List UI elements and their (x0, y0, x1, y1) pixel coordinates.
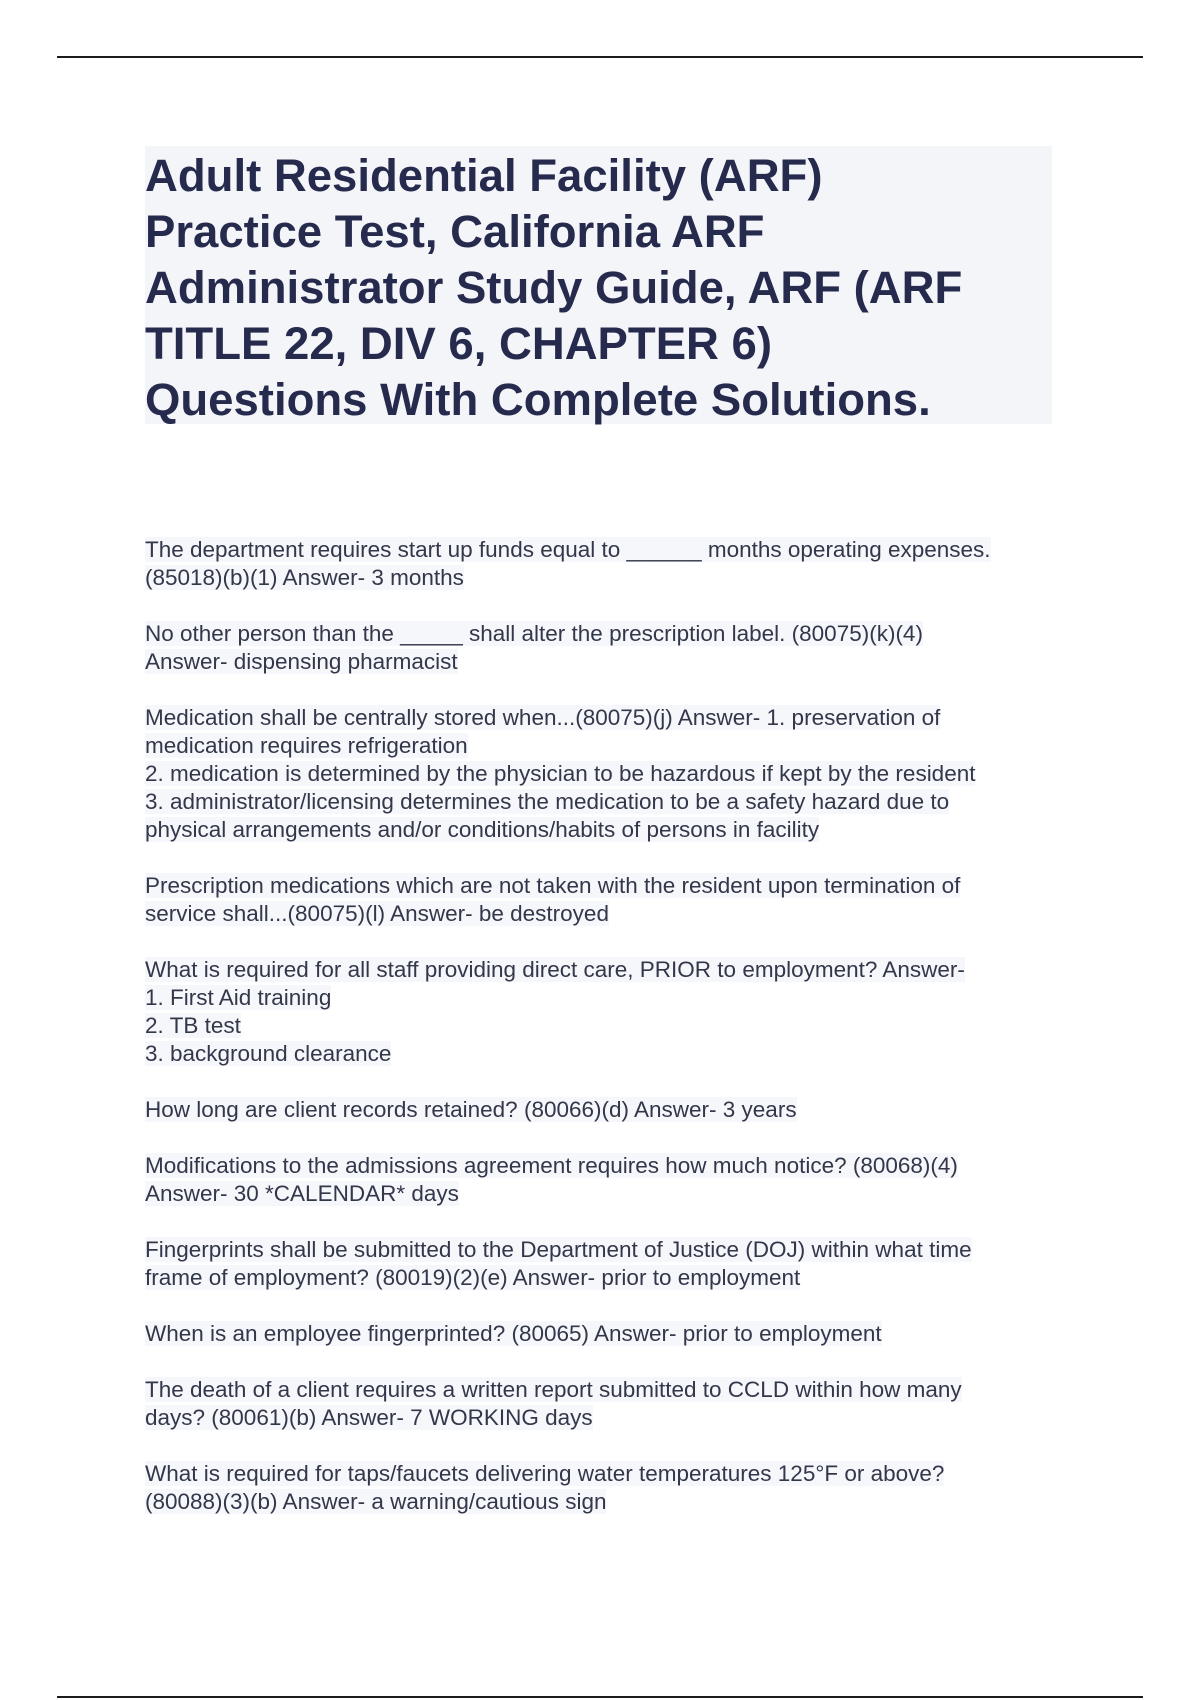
qa-text: Prescription medications which are not taken with the resident upon termination of service shall...(80075)(l) Answer- be destroyed (145, 873, 961, 926)
qa-item (145, 956, 1065, 1068)
qa-item (145, 1152, 1065, 1208)
qa-text: Modifications to the admissions agreement requires how much notice? (80068)(4) Answer- 30 *CALENDAR* days (145, 1153, 958, 1206)
qa-text: The death of a client requires a written report submitted to CCLD within how many days? (80061)(b) Answer- 7 WORKING days (145, 1377, 962, 1430)
qa-text: Medication shall be centrally stored when...(80075)(j) Answer- 1. preservation of medication requires refrigeration 2. medication is determined by the physician to be hazardous if kept by the resident 3. administrator/licensing determines the medication to be a safety hazard due to physical arrangements and/or conditions/habits of persons in facility (145, 705, 976, 842)
qa-item (145, 1320, 1065, 1348)
document-title: Adult Residential Facility (ARF) Practice Test, California ARF Administrator Study Guide, ARF (ARF TITLE 22, DIV 6, CHAPTER 6) Questions With Complete Solutions. (145, 150, 963, 425)
qa-text: The department requires start up funds equal to ______ months operating expenses. (85018)(b)(1) Answer- 3 months (145, 537, 991, 590)
qa-text: What is required for all staff providing direct care, PRIOR to employment? Answer- 1. First Aid training 2. TB test 3. background clearance (145, 957, 965, 1066)
top-rule (57, 56, 1143, 58)
qa-item (145, 1460, 1065, 1516)
qa-text: When is an employee fingerprinted? (80065) Answer- prior to employment (145, 1321, 882, 1346)
qa-item (145, 1376, 1065, 1432)
qa-item (145, 872, 1065, 928)
qa-item (145, 536, 1065, 592)
qa-text: What is required for taps/faucets delivering water temperatures 125°F or above? (80088)(3)(b) Answer- a warning/cautious sign (145, 1461, 945, 1514)
qa-item (145, 1096, 1065, 1124)
qa-text: No other person than the _____ shall alter the prescription label. (80075)(k)(4) Answer- dispensing pharmacist (145, 621, 923, 674)
qa-item (145, 620, 1065, 676)
qa-text: How long are client records retained? (80066)(d) Answer- 3 years (145, 1097, 797, 1122)
bottom-rule (57, 1696, 1143, 1698)
qa-text: Fingerprints shall be submitted to the Department of Justice (DOJ) within what time frame of employment? (80019)(2)(e) Answer- prior to employment (145, 1237, 972, 1290)
qa-list (145, 536, 1065, 1544)
title-block (145, 146, 1052, 424)
qa-item (145, 704, 1065, 844)
qa-item (145, 1236, 1065, 1292)
